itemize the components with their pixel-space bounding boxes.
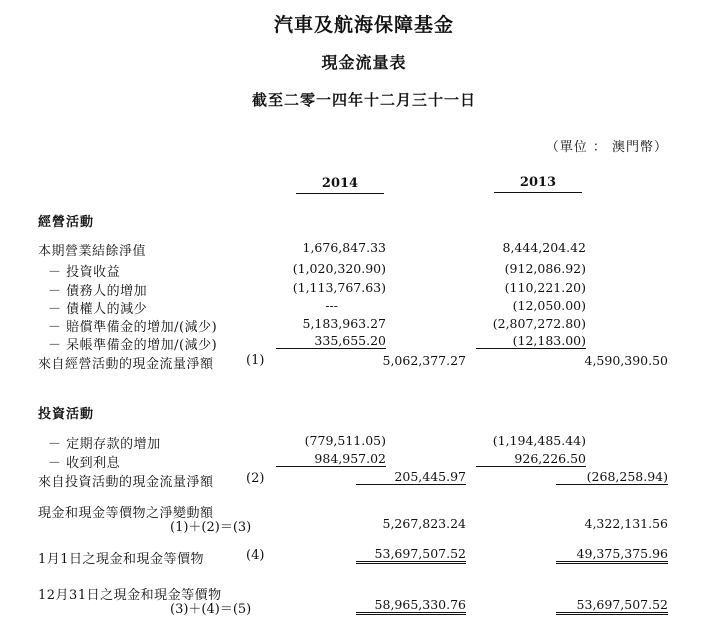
- net-investing-2014: 205,445.97: [356, 469, 466, 485]
- value-2014: (779,511.05): [304, 433, 386, 448]
- closing-cash-2014: 58,965,330.76: [356, 597, 466, 615]
- value-2013: (12,050.00): [512, 298, 586, 313]
- opening-cash-2013: 49,375,375.96: [556, 546, 668, 564]
- net-operating-2013: 4,590,390.50: [584, 353, 668, 368]
- value-2014: ---: [325, 298, 338, 313]
- net-operating-label: 來自經營活動的現金流量淨額: [38, 357, 214, 372]
- row-label: － 定期存款的增加: [48, 437, 161, 452]
- value-2013: (12,183.00): [476, 333, 586, 349]
- net-change-label: 現金和現金等價物之淨變動額: [38, 506, 214, 521]
- closing-cash-2013: 53,697,507.52: [556, 597, 668, 615]
- opening-cash-label: 1月1日之現金和現金等價物: [38, 552, 205, 567]
- net-investing-2013: (268,258.94): [556, 469, 668, 485]
- period-title: 截至二零一四年十二月三十一日: [251, 91, 476, 109]
- statement-title: 現金流量表: [321, 53, 407, 72]
- value-2014: 1,676,847.33: [302, 240, 386, 255]
- value-2014: 335,655.20: [276, 333, 386, 349]
- net-investing-label: 來自投資活動的現金流量淨額: [38, 475, 214, 490]
- row-label: － 呆帳準備金的增加/(減少): [48, 338, 218, 353]
- value-2014: (1,020,320.90): [292, 261, 386, 276]
- row-label: － 債權人的減少: [48, 302, 148, 317]
- value-2013: (110,221.20): [504, 280, 586, 295]
- currency-unit: （單位 ： 澳門幣）: [545, 140, 668, 155]
- row-label: － 債務人的增加: [48, 284, 148, 299]
- operating-section-heading: 經營活動: [38, 215, 95, 230]
- value-2013: (1,194,485.44): [492, 433, 586, 448]
- column-header-2014: 2014: [296, 176, 384, 194]
- row-label: － 投資收益: [48, 265, 121, 280]
- investing-section-heading: 投資活動: [38, 407, 95, 422]
- net-change-2014: 5,267,823.24: [382, 516, 466, 531]
- net-investing-ref: (2): [246, 471, 265, 486]
- row-label: 本期營業結餘淨值: [38, 244, 147, 259]
- row-label: － 賠償準備金的增加/(減少): [48, 320, 218, 335]
- closing-cash-formula: (3)＋(4)＝(5): [170, 602, 252, 617]
- net-operating-2014: 5,062,377.27: [382, 353, 466, 368]
- value-2013: 926,226.50: [476, 451, 586, 467]
- value-2013: (2,807,272.80): [492, 316, 586, 331]
- opening-cash-2014: 53,697,507.52: [356, 546, 466, 564]
- value-2013: (912,086.92): [504, 261, 586, 276]
- row-label: － 收到利息: [48, 456, 121, 471]
- closing-cash-label: 12月31日之現金和現金等價物: [38, 588, 222, 603]
- fund-title: 汽車及航海保障基金: [273, 14, 454, 36]
- net-change-2013: 4,322,131.56: [584, 516, 668, 531]
- net-operating-ref: (1): [246, 353, 265, 368]
- value-2013: 8,444,204.42: [502, 240, 586, 255]
- value-2014: 984,957.02: [276, 451, 386, 467]
- net-change-formula: (1)＋(2)＝(3): [170, 520, 252, 535]
- opening-cash-ref: (4): [246, 548, 265, 563]
- value-2014: 5,183,963.27: [302, 316, 386, 331]
- value-2014: (1,113,767.63): [292, 280, 386, 295]
- column-header-2013: 2013: [494, 175, 582, 193]
